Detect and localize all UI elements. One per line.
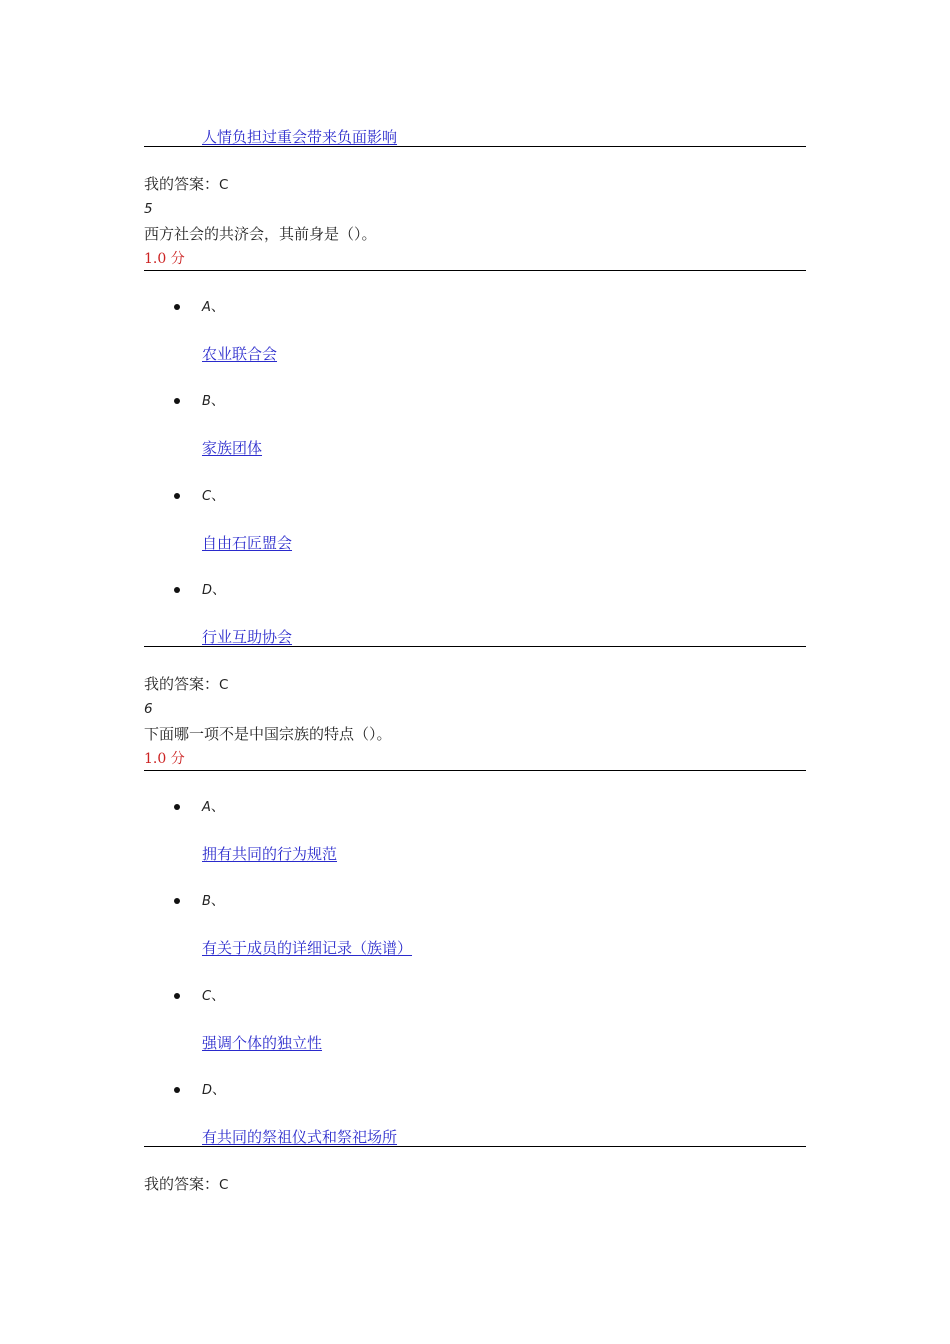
option-letter: B <box>202 894 211 909</box>
option-separator: 、 <box>211 988 226 1004</box>
option-letter: D <box>202 583 213 598</box>
my-answer <box>144 174 228 195</box>
divider <box>144 270 806 271</box>
option-letter: C <box>202 489 212 504</box>
option-text-link[interactable]: 人情负担过重会带来负面影响 <box>202 128 398 146</box>
option-text-link[interactable]: 拥有共同的行为规范 <box>202 845 338 863</box>
option-label <box>202 797 225 818</box>
option-label <box>202 391 225 412</box>
option-label <box>202 486 225 507</box>
my-answer-label: 我的答案： <box>144 175 220 193</box>
option-separator: 、 <box>210 299 225 315</box>
question-score-text: 1.0 分 <box>144 251 185 267</box>
option-text-link[interactable]: 有共同的祭祖仪式和祭祀场所 <box>202 1128 398 1146</box>
option-text-link[interactable]: 行业互助协会 <box>202 628 293 646</box>
bullet-icon <box>174 587 180 593</box>
bullet-icon <box>174 304 180 310</box>
option-letter: D <box>202 1083 213 1098</box>
question-stem: 下面哪一项不是中国宗族的特点（）。 <box>144 725 392 743</box>
my-answer-label: 我的答案： <box>144 1175 220 1193</box>
option-label <box>202 297 225 318</box>
my-answer-value: C <box>219 1177 229 1193</box>
divider <box>144 1146 806 1147</box>
option-letter: A <box>202 800 211 815</box>
option-separator: 、 <box>210 393 225 409</box>
bullet-icon <box>174 493 180 499</box>
option-text-link[interactable]: 强调个体的独立性 <box>202 1034 323 1052</box>
option-text-link[interactable]: 自由石匠盟会 <box>202 534 293 552</box>
option-separator: 、 <box>211 488 226 504</box>
option-label <box>202 891 225 912</box>
option-letter: C <box>202 989 212 1004</box>
bullet-icon <box>174 804 180 810</box>
my-answer <box>144 674 228 695</box>
option-letter: B <box>202 394 211 409</box>
option-separator: 、 <box>212 1082 227 1098</box>
option-separator: 、 <box>210 893 225 909</box>
question-score <box>144 249 185 269</box>
option-label <box>202 580 226 601</box>
bullet-icon <box>174 898 180 904</box>
option-label <box>202 1080 226 1101</box>
option-text-link[interactable]: 有关于成员的详细记录（族谱） <box>202 939 413 957</box>
question-number: 6 <box>144 701 153 717</box>
bullet-icon <box>174 1087 180 1093</box>
divider <box>144 770 806 771</box>
bullet-icon <box>174 398 180 404</box>
my-answer-label: 我的答案： <box>144 675 220 693</box>
option-text-link[interactable]: 家族团体 <box>202 439 263 457</box>
bullet-icon <box>174 993 180 999</box>
option-label <box>202 986 225 1007</box>
divider <box>144 646 806 647</box>
my-answer-value: C <box>219 677 229 693</box>
my-answer-value: C <box>219 177 229 193</box>
question-score <box>144 749 185 769</box>
divider <box>144 146 806 147</box>
option-letter: A <box>202 300 211 315</box>
question-stem: 西方社会的共济会，其前身是（）。 <box>144 225 377 243</box>
option-separator: 、 <box>212 582 227 598</box>
option-text-link[interactable]: 农业联合会 <box>202 345 278 363</box>
my-answer <box>144 1174 228 1195</box>
option-separator: 、 <box>210 799 225 815</box>
question-score-text: 1.0 分 <box>144 751 185 767</box>
question-number: 5 <box>144 201 153 217</box>
